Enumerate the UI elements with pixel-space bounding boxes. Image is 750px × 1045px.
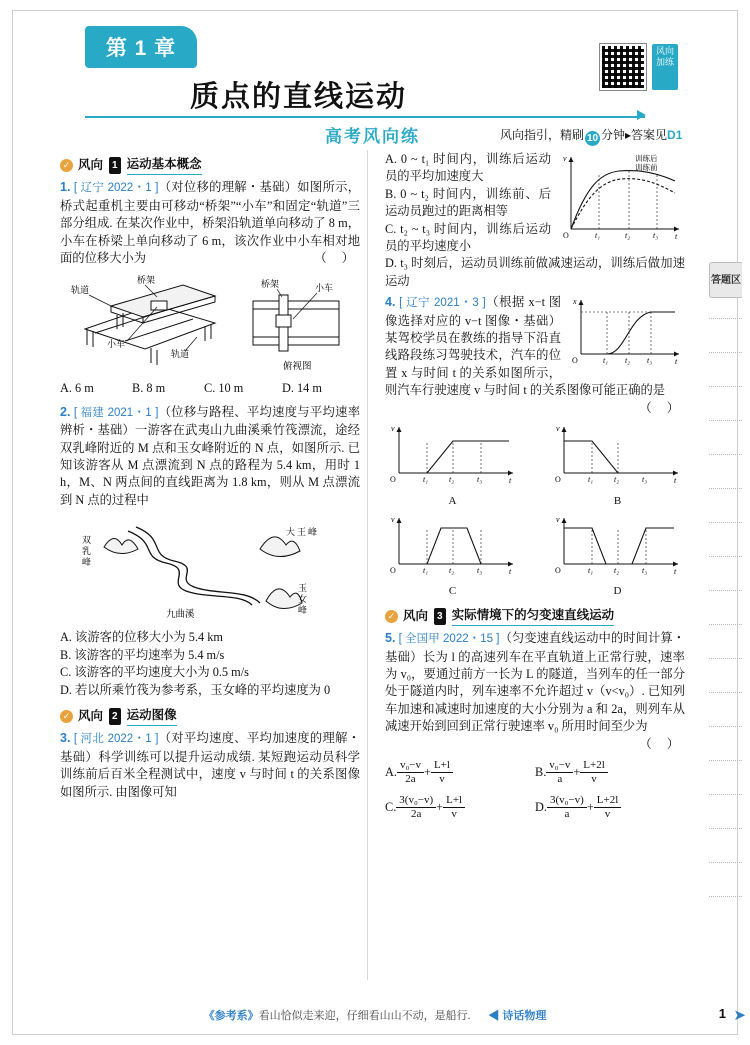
answer-rule <box>709 658 742 659</box>
answer-rule <box>709 420 742 421</box>
question-body: 某驾校学员在教练的指导下沿直线路段练习驾驶技术，汽车的位置 x 与时间 t 的关系如图所示，则汽车行驶速度 v 与时间 t 的关系图像可能正确的是 <box>385 331 666 398</box>
title-underline <box>85 116 645 118</box>
question-tag: （对位移的理解・基础） <box>158 180 298 195</box>
question-number: 4. <box>385 295 396 310</box>
option-c[interactable]: C. t₂ ~ t₃ 时间内，训练后运动员的平均速度小 <box>385 221 551 254</box>
svg-text:v: v <box>556 514 560 524</box>
option-c-frac1-num: 3(v₀−v) <box>396 794 436 808</box>
svg-text:t₁: t₁ <box>588 565 594 575</box>
footer <box>0 1007 750 1023</box>
section-label: 高考风向练 <box>325 127 420 146</box>
topic-number: 1 <box>109 157 121 174</box>
question-2 <box>60 404 360 509</box>
svg-text:峰: 峰 <box>298 605 308 616</box>
svg-text:俯视图: 俯视图 <box>283 361 312 373</box>
svg-text:训练后: 训练后 <box>635 154 658 163</box>
option-a-frac1-num: v₀−v <box>397 759 424 773</box>
option-c[interactable]: C. 10 m <box>204 381 244 396</box>
answer-rule <box>709 556 742 557</box>
option-b-frac1-num: v₀−v <box>546 759 573 773</box>
option-b-frac1-den: a <box>557 772 563 785</box>
svg-text:训练前: 训练前 <box>635 163 658 172</box>
option-graph-b[interactable] <box>550 421 685 510</box>
svg-text:双: 双 <box>82 535 92 546</box>
chapter-banner: 第 1 章 <box>85 26 197 68</box>
svg-text:O: O <box>555 475 561 485</box>
option-c-plus: + <box>436 799 444 814</box>
svg-text:乳: 乳 <box>82 546 92 557</box>
svg-text:t₃: t₃ <box>477 565 483 575</box>
question-5-options <box>385 759 685 821</box>
topic-header-2 <box>60 707 360 726</box>
topic-title: 运动图像 <box>127 707 177 726</box>
option-b[interactable]: B. 8 m <box>132 381 166 396</box>
option-c-letter: C. <box>385 799 397 814</box>
question-number: 5. <box>385 631 396 646</box>
svg-text:小车: 小车 <box>107 339 126 350</box>
question-source: [ 河北 2022・1 ] <box>73 733 159 746</box>
figure-q2 <box>60 513 360 625</box>
question-source: [ 辽宁 2021・3 ] <box>399 297 486 310</box>
option-graph-label: B <box>613 494 622 507</box>
option-c[interactable]: C. 该游客的平均速度大小为 0.5 m/s <box>60 665 249 680</box>
page-title: 质点的直线运动 <box>190 81 408 113</box>
option-graph-label: A <box>448 494 457 507</box>
question-source: [ 辽宁 2022・1 ] <box>73 182 159 195</box>
svg-text:t₂: t₂ <box>449 475 455 485</box>
svg-text:t: t <box>509 476 512 486</box>
svg-text:O: O <box>572 356 578 366</box>
svg-text:t₁: t₁ <box>423 565 429 575</box>
svg-text:轨道: 轨道 <box>71 285 90 296</box>
option-a-frac1-den: 2a <box>405 772 416 785</box>
guide-mid: 分钟▸答案见 <box>601 128 668 142</box>
answer-rule <box>709 692 742 693</box>
svg-text:O: O <box>555 565 561 575</box>
svg-text:t₂: t₂ <box>614 565 620 575</box>
option-d[interactable]: D. t₃ 时刻后，运动员训练前做减速运动，训练后做加速运动 <box>385 256 685 288</box>
option-b-frac2-den: v <box>591 772 597 785</box>
question-body: 科学训练可以提升运动成绩. 某短跑运动员科学训练前后百米全程测试中，速度 v 与时间 t 的关系图像如图所示. 由图像可知 <box>60 749 360 799</box>
svg-text:t₃: t₃ <box>477 475 483 485</box>
topic-title: 运动基本概念 <box>127 156 202 175</box>
qr-code-icon[interactable] <box>600 44 646 90</box>
question-tag: （位移与路程、平均速度与平均速率辨析・基础） <box>60 404 360 438</box>
option-c-frac2-num: L+l <box>443 794 465 808</box>
guide-line <box>500 126 682 146</box>
question-number: 2. <box>60 404 71 419</box>
question-tag: （根据 x−t 图像选择对应的 v−t 图像・基础） <box>385 295 561 328</box>
option-c-frac2-den: v <box>451 807 457 820</box>
question-answer-paren: （ ） <box>314 251 360 266</box>
svg-text:O: O <box>390 475 396 485</box>
topic-header-1 <box>60 156 360 175</box>
question-4-option-graphs <box>385 421 685 601</box>
figure-q4 <box>567 294 685 371</box>
footer-left: 《参考系》 <box>203 1010 259 1022</box>
question-number: 1. <box>60 180 71 195</box>
option-graph-d[interactable] <box>550 512 685 601</box>
question-answer-paren: （ ） <box>639 736 685 751</box>
svg-text:t: t <box>674 566 677 576</box>
question-body: 长为 l 的高速列车在平直轨道上正常行驶，速率为 v₀，要通过前方一长为 L 的隧道，当列车的任一部分处于隧道内时，列车速率不允许超过 v（v<v₀）. 已知列车加速和减速时加速度的大小分别为 a 和 2a，则列车从减速开始到回到正常行驶速率 v₀ 所用时间至少为 <box>385 649 685 734</box>
option-d[interactable]: D. 14 m <box>282 381 322 396</box>
option-graph-a[interactable] <box>385 421 520 510</box>
svg-text:小车: 小车 <box>315 283 334 294</box>
guide-minutes: 10 <box>586 133 599 144</box>
topic-number: 2 <box>109 708 121 725</box>
option-a-frac2-num: L+l <box>431 759 453 773</box>
option-graph-c[interactable] <box>385 512 520 601</box>
svg-text:v: v <box>563 154 567 163</box>
svg-text:峰: 峰 <box>308 527 318 538</box>
option-a-letter: A. <box>385 764 397 779</box>
question-tag: （匀变速直线运动中的时间计算・基础） <box>385 631 685 664</box>
svg-text:t₁: t₁ <box>588 475 594 485</box>
answer-rule <box>709 726 742 727</box>
guide-prefix: 风向指引，精刷 <box>500 128 585 142</box>
svg-text:女: 女 <box>298 594 308 605</box>
svg-text:t: t <box>675 357 678 367</box>
question-number: 3. <box>60 731 71 746</box>
topic-word: 风向 <box>78 708 104 723</box>
topic-word: 风向 <box>403 608 429 623</box>
topic-header-3 <box>385 607 685 626</box>
svg-text:桥架: 桥架 <box>137 275 156 286</box>
option-b[interactable]: B. 0 ~ t₂ 时间内，训练前、后运动员跑过的距离相等 <box>385 186 551 219</box>
svg-text:t₁: t₁ <box>603 356 609 366</box>
answer-rule <box>709 522 742 523</box>
question-3 <box>60 730 360 801</box>
option-d-frac1-den: a <box>564 807 570 820</box>
option-d[interactable]: D. 若以所乘竹筏为参考系，玉女峰的平均速度为 0 <box>60 682 331 697</box>
option-c-frac1-den: 2a <box>411 807 422 820</box>
answer-rule <box>709 454 742 455</box>
option-d-letter: D. <box>535 799 547 814</box>
answer-rule <box>709 828 742 829</box>
answer-rule <box>709 488 742 489</box>
option-a-frac2-den: v <box>439 772 445 785</box>
svg-text:玉: 玉 <box>298 583 308 594</box>
answer-rule <box>709 386 742 387</box>
rocket-icon: ➤ <box>733 1008 746 1024</box>
option-b[interactable]: B. 该游客的平均速率为 5.4 m/s <box>60 647 225 662</box>
svg-text:桥架: 桥架 <box>261 279 280 290</box>
check-icon: ✓ <box>60 710 73 723</box>
column-divider <box>367 150 368 980</box>
figure-q3 <box>557 151 685 246</box>
svg-text:t₃: t₃ <box>647 356 653 366</box>
question-2-options <box>60 629 360 699</box>
svg-text:t₂: t₂ <box>449 565 455 575</box>
question-4 <box>385 294 685 417</box>
svg-text:t: t <box>675 232 678 241</box>
svg-text:t₃: t₃ <box>653 231 659 240</box>
option-d[interactable] <box>535 794 685 821</box>
left-column <box>60 150 360 805</box>
answer-rule <box>709 624 742 625</box>
svg-text:王: 王 <box>297 527 307 538</box>
question-source: [ 福建 2021・1 ] <box>73 406 159 419</box>
svg-text:t₃: t₃ <box>642 565 648 575</box>
answer-rule <box>709 760 742 761</box>
check-icon: ✓ <box>385 610 398 623</box>
option-a[interactable]: A. 该游客的位移大小为 5.4 km <box>60 630 223 645</box>
option-a[interactable] <box>385 759 535 786</box>
page-number: 1 <box>718 1006 726 1021</box>
svg-text:t₁: t₁ <box>595 231 601 240</box>
topic-word: 风向 <box>78 158 104 172</box>
svg-text:x: x <box>573 297 577 307</box>
option-d-frac2-den: v <box>604 807 611 820</box>
topic-title: 实际情境下的匀变速直线运动 <box>452 607 615 626</box>
option-c[interactable] <box>385 794 535 821</box>
option-a-plus: + <box>424 764 431 779</box>
answer-rule <box>709 896 742 897</box>
question-body: 一游客在武夷山九曲溪乘竹筏漂流，途经双乳峰附近的 M 点和玉女峰附近的 N 点，如图所示. 已知该游客从 M 点漂流到 N 点的路程为 5.4 km，用时 1 h，M、N 两点间的直线距离为 1.8 km，则从 M 点漂流到 N 点的过程中 <box>60 423 360 507</box>
question-source: [ 全国甲 2022・15 ] <box>398 633 500 646</box>
svg-text:t: t <box>509 566 512 576</box>
check-icon: ✓ <box>60 159 73 172</box>
guide-answer-ref: D1 <box>667 128 683 142</box>
figure-q1 <box>60 271 360 376</box>
option-b-plus: + <box>573 764 581 779</box>
answer-rule <box>709 318 742 319</box>
svg-text:v: v <box>556 424 560 434</box>
answer-area-tab[interactable]: 答题区 <box>709 262 742 298</box>
answer-rule <box>709 794 742 795</box>
svg-text:t₃: t₃ <box>642 475 648 485</box>
option-graph-label: C <box>448 585 457 598</box>
svg-text:v: v <box>391 514 395 524</box>
footer-middle: 看山恰似走来迎，仔细看山山不动，是船行. <box>258 1010 471 1022</box>
option-b-letter: B. <box>535 764 547 779</box>
option-d-plus: + <box>586 799 594 814</box>
question-5 <box>385 630 685 751</box>
answer-rule <box>709 590 742 591</box>
answer-rule <box>709 352 742 353</box>
svg-text:t₂: t₂ <box>614 475 620 485</box>
option-d-frac2-num: L+2l <box>594 794 621 808</box>
option-a[interactable]: A. 6 m <box>60 381 94 396</box>
svg-text:t₁: t₁ <box>423 475 429 485</box>
option-a[interactable]: A. 0 ~ t₁ 时间内，训练后运动员的平均加速度大 <box>385 152 551 184</box>
svg-text:t₂: t₂ <box>625 231 631 240</box>
question-answer-paren: （ ） <box>639 400 685 415</box>
question-1-options <box>60 380 360 397</box>
svg-text:大: 大 <box>286 527 296 538</box>
qr-label: 风向加练 <box>652 44 678 90</box>
right-column <box>385 150 685 821</box>
option-graph-label: D <box>613 585 622 598</box>
question-tag: （对平均速度、平均加速度的理解・基础） <box>60 731 360 764</box>
svg-text:O: O <box>563 231 569 240</box>
svg-text:t: t <box>674 476 677 486</box>
option-d-frac1-num: 3(v₀−v) <box>547 794 587 808</box>
answer-rule <box>709 862 742 863</box>
question-body: 如图所示，桥式起重机主要由可移动“桥架”“小车”和固定“轨道”三部分组成. 在某次作业中，桥架沿轨道单向移动了 8 m，小车在桥梁上单向移动了 6 m，该次作业中小车相对地面的位移大小为 <box>60 180 360 266</box>
svg-text:轨道: 轨道 <box>171 349 190 360</box>
svg-text:t₂: t₂ <box>625 356 631 366</box>
svg-text:O: O <box>390 565 396 575</box>
svg-text:v: v <box>391 424 395 434</box>
option-b-frac2-num: L+2l <box>580 759 607 773</box>
footer-right: ◀ 诗话物理 <box>488 1010 547 1022</box>
svg-text:峰: 峰 <box>82 557 92 568</box>
topic-number: 3 <box>434 608 446 625</box>
question-1 <box>60 179 360 267</box>
svg-text:九曲溪: 九曲溪 <box>166 609 195 621</box>
option-b[interactable] <box>535 759 685 786</box>
